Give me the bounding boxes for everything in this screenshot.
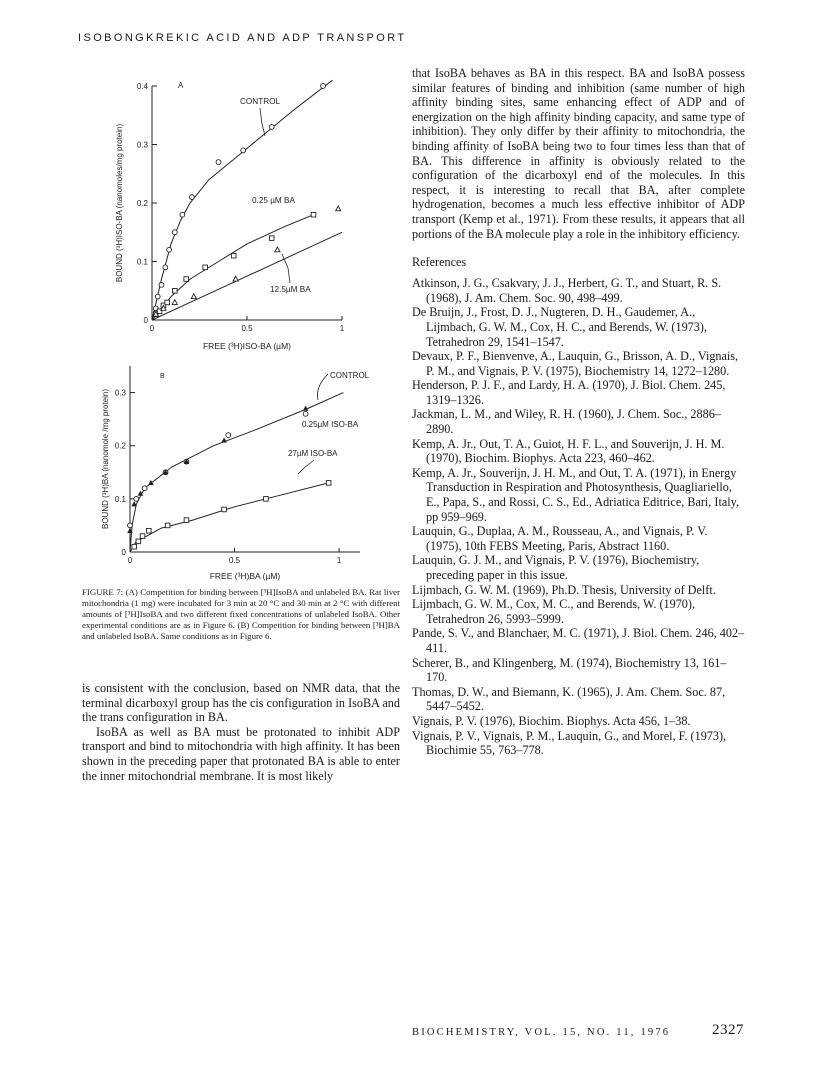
reference-item: De Bruijn, J., Frost, D. J., Nugteren, D. H., Gaudemer, A., Lijmbach, G. W. M., Cox, H. C., and Berends, W. (1973), Tetrahedron 29, 1541–1547.: [412, 305, 707, 349]
data-point-triangle: [275, 247, 280, 252]
data-point-triangle: [336, 206, 341, 211]
data-point-square: [136, 539, 141, 544]
data-point-circle: [159, 283, 164, 288]
x-axis-label: FREE (³H)BA (µM): [209, 571, 281, 581]
data-point-circle: [167, 247, 172, 252]
reference-item: Atkinson, J. G., Csakvary, J. J., Herbert, G. T., and Stuart, R. S. (1968), J. Am. Chem. Soc. 90, 498–499.: [412, 276, 722, 305]
data-point-square: [231, 253, 236, 258]
reference-item: Lijmbach, G. W. M., Cox, M. C., and Berends, W. (1970), Tetrahedron 26, 5993–5999.: [412, 597, 696, 626]
y-tick-label: 0: [121, 548, 126, 557]
data-point-square: [203, 265, 208, 270]
data-point-triangle: [172, 300, 177, 305]
reference-item: Lauquin, G., Duplaa, A. M., Rousseau, A., and Vignais, P. V. (1975), 10th FEBS Meeting, Paris, Abstract 1160.: [412, 524, 708, 553]
y-tick-label: 0.4: [136, 82, 148, 91]
right-column: [412, 66, 745, 758]
y-axis-label: BOUND (³H)BA (nanomole /mg protein): [101, 388, 110, 530]
reference-item: Kemp, A. Jr., Out, T. A., Guiot, H. F. L., and Souverijn, J. H. M. (1970), Biochim. Biophys. Acta 223, 460–462.: [412, 436, 725, 466]
y-tick-label: 0.2: [114, 441, 126, 451]
left-column-text: [82, 681, 400, 783]
data-point-square: [184, 518, 189, 523]
data-point-square: [165, 523, 170, 528]
series-label-0.25-ba: 0.25 µM BA: [252, 196, 295, 205]
x-tick-label: 0.5: [241, 324, 253, 333]
reference-item: Henderson, P. J. F., and Lardy, H. A. (1970), J. Biol. Chem. 245, 1319–1326.: [412, 378, 726, 407]
reference-item: Vignais, P. V., Vignais, P. M., Lauquin, G., and Morel, F. (1973), Biochimie 55, 763–778.: [412, 728, 727, 758]
series-line: [152, 232, 342, 320]
figure-caption: FIGURE 7: (A) Competition for binding between [³H]IsoBA and unlabeled BA. Rat liver mitochondria (1 mg) were incubated for 3 min at 20 °C and 30 min at 2 °C with different amounts of [³H]IsoBA and two different fixed concentrations of unlabeled IsoBA. Other experimental conditions are as in Figure 6. (B) Competition for binding between [³H]BA and unlabeled IsoBA. Same conditions as in Figure 6.: [82, 587, 400, 641]
left-paragraph-2: IsoBA as well as BA must be protonated to inhibit ADP transport and bind to mitochondria with high affinity. It has been shown in the preceding paper that protonated BA is able to enter the inner mitochondrial membrane. It is most likely: [82, 724, 400, 783]
data-point-circle: [269, 125, 274, 130]
y-tick-label: 0.2: [136, 199, 148, 208]
data-point-circle: [226, 433, 231, 438]
y-tick-label: 0.1: [114, 494, 126, 504]
reference-item: Jackman, L. M., and Wiley, R. H. (1960), J. Chem. Soc., 2886–2890.: [412, 407, 721, 437]
panel-label: B: [160, 373, 165, 380]
data-point-circle: [321, 84, 326, 89]
reference-item: Vignais, P. V. (1976), Biochim. Biophys. Acta 456, 1–38.: [412, 713, 691, 728]
right-paragraph-1: that IsoBA behaves as BA in this respect. BA and IsoBA possess similar features of binding and inhibition (same number of high affinity binding sites, same enhancing effect of ADP and of energization on the high affinity binding capacity, and same type of inhibition). They only differ by their affinity to mitochondria, the binding affinity of IsoBA being two to four times less than that of BA. This difference in affinity is obviously related to the configuration of the dicarboxyl end of the molecules. In this respect, it is interesting to recall that BA, after complete hydrogenation, becomes a much less effective inhibitor of ADP transport (Kemp et al., 1971). From these results, it appears that all portions of the BA molecule play a role in the inhibitory efficiency.: [412, 66, 745, 241]
x-tick-label: 0.5: [228, 556, 241, 565]
data-point-triangle-filled: [221, 437, 227, 442]
y-tick-label: 0.1: [136, 257, 148, 267]
reference-item: Kemp, A. Jr., Souverijn, J. H. M., and Out, T. A. (1971), in Energy Transduction in Respiration and Photosynthesis, Quagliariello, E., Papa, S., and Rossi, C. S., Ed., Adriatica Editrice, Bari, Italy, pp 959–969.: [412, 465, 739, 524]
y-tick-label: 0.3: [114, 388, 126, 398]
data-point-square: [173, 288, 178, 293]
data-point-square: [184, 277, 189, 282]
series-label-0.25-iso-ba: 0.25µM ISO-BA: [302, 420, 359, 429]
data-point-square: [311, 212, 316, 217]
y-tick-label: 0: [143, 316, 148, 325]
data-point-square: [132, 544, 137, 549]
data-point-circle: [163, 265, 168, 270]
reference-item: Lauquin, G. J. M., and Vignais, P. V. (1976), Biochemistry, preceding paper in this issue.: [412, 553, 700, 582]
data-point-square: [165, 300, 170, 305]
y-tick-label: 0.3: [136, 140, 148, 150]
series-line: [130, 483, 329, 552]
data-point-circle: [216, 160, 221, 165]
data-point-square: [222, 507, 227, 512]
data-point-triangle: [191, 294, 196, 299]
figure-7-panel-a: [82, 64, 400, 356]
x-tick-label: 0: [127, 556, 133, 565]
reference-item: Devaux, P. F., Bienvenve, A., Lauquin, G., Brisson, A. D., Vignais, P. M., and Vignais, P. V. (1975), Biochemistry 14, 1272–1280.: [412, 349, 739, 378]
data-point-circle: [241, 148, 246, 153]
x-tick-label: 0: [149, 324, 155, 333]
leader-line: [317, 374, 328, 400]
x-tick-label: 1: [336, 556, 342, 565]
data-point-circle: [180, 212, 185, 217]
references-list: [412, 276, 745, 758]
data-point-circle: [142, 486, 147, 491]
data-point-triangle-filled: [148, 480, 154, 485]
page-number: 2327: [712, 1022, 744, 1038]
reference-item: Pande, S. V., and Blanchaer, M. C. (1971), J. Biol. Chem. 246, 402–411.: [412, 626, 745, 655]
series-label-12.5-ba: 12.5µM BA: [270, 285, 311, 294]
figure-7-panel-b: [82, 360, 400, 584]
leader-line: [298, 460, 314, 474]
series-label-control: CONTROL: [330, 371, 370, 380]
reference-item: Thomas, D. W., and Biemann, K. (1965), J. Am. Chem. Soc. 87, 5447–5452.: [412, 684, 726, 714]
data-point-square: [264, 497, 269, 502]
journal-footer: BIOCHEMISTRY, VOL. 15, NO. 11, 1976: [412, 1027, 671, 1038]
data-point-circle: [155, 294, 160, 299]
series-label-control: CONTROL: [240, 97, 281, 106]
reference-item: Scherer, B., and Klingenberg, M. (1974), Biochemistry 13, 161–170.: [412, 655, 727, 685]
leader-line: [260, 108, 265, 136]
data-point-square: [269, 236, 274, 241]
data-point-square: [147, 528, 152, 533]
x-tick-label: 1: [339, 324, 345, 333]
series-label-27-iso-ba: 27µM ISO-BA: [288, 449, 338, 458]
x-axis-label: FREE (³H)ISO-BA (µM): [202, 341, 292, 351]
data-point-triangle: [233, 276, 238, 281]
data-point-circle: [128, 523, 133, 528]
data-point-circle: [134, 496, 139, 501]
data-point-circle: [303, 411, 308, 416]
references-heading: References: [412, 255, 467, 270]
data-point-circle: [172, 230, 177, 235]
left-paragraph-1: is consistent with the conclusion, based on NMR data, that the terminal dicarboxyl group has the cis configuration in IsoBA and the trans configuration in BA.: [82, 681, 400, 725]
reference-item: Lijmbach, G. W. M. (1969), Ph.D. Thesis, University of Delft.: [412, 582, 716, 597]
panel-label: A: [178, 81, 184, 90]
data-point-square: [140, 534, 145, 539]
data-point-square: [326, 481, 331, 486]
data-point-circle: [190, 195, 195, 200]
y-axis-label: BOUND (³H)ISO-BA (nanomoles/mg protein): [115, 123, 124, 283]
running-head: ISOBONGKREKIC ACID AND ADP TRANSPORT: [78, 32, 407, 44]
